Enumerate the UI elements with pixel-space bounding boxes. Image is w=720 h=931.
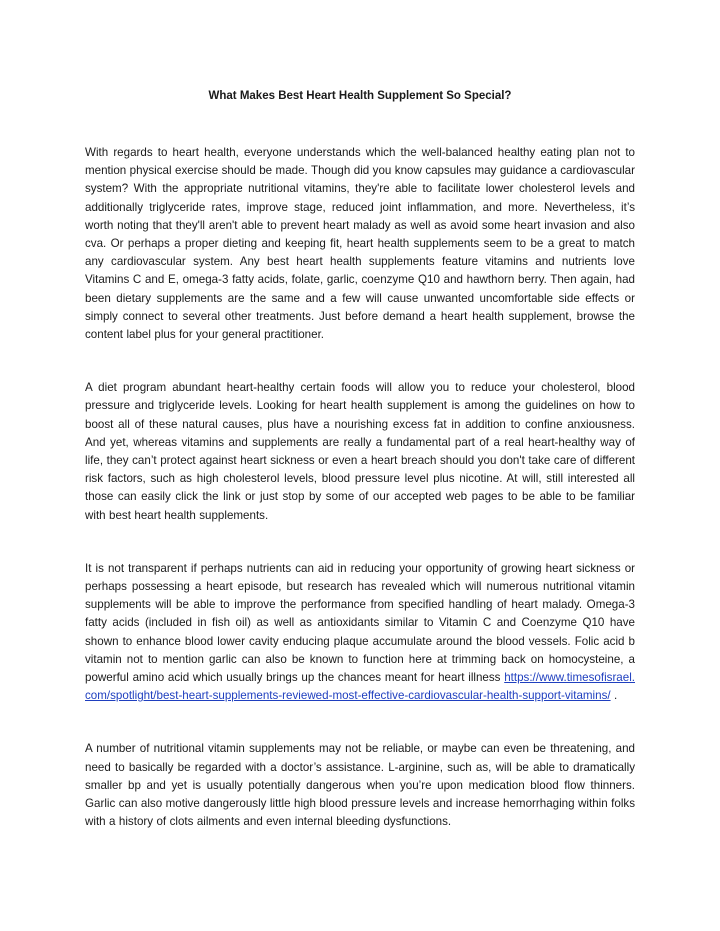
paragraph-2-text: A diet program abundant heart-healthy certain foods will allow you to reduce your cholesterol, blood pressure and triglyceride levels. Looking for heart health supplement is among the guidelines on how to boost all of these natural causes, plus have a nourishing excess fat in addition to confine anxiousness. And yet, whereas vitamins and supplements are really a fundamental part of a real heart-healthy way of life, they can’t protect against heart sickness or even a heart breach should you don't take care of different risk factors, such as high cholesterol levels, blood pressure level plus nicotine. At will, still interested all those can easily click the link or just stop by some of our accepted web pages to be able to be familiar with best heart health supplements.: [85, 381, 635, 522]
paragraph-1: [85, 144, 635, 344]
document-title: What Makes Best Heart Health Supplement So Special?: [208, 90, 512, 102]
document-body: [85, 144, 635, 867]
paragraph-1-text: With regards to heart health, everyone understands which the well-balanced healthy eating plan not to mention physical exercise should be made. Though did you know capsules may guidance a cardiovascular system? With the appropriate nutritional vitamins, they're able to facilitate lower cholesterol levels and additionally triglyceride rates, improve stage, reduced joint inflammation, and more. Nevertheless, it’s worth noting that they'll aren't able to prevent heart malady as well as avoid some heart invasion and also cva. Or perhaps a proper dieting and keeping fit, heart health supplements seem to be a great to match any cardiovascular system. Any best heart health supplements feature vitamins and nutrients love Vitamins C and E, omega-3 fatty acids, folate, garlic, coenzyme Q10 and hawthorn berry. Then again, had been dietary supplements are the same and a few will cause unwanted uncomfortable side effects or simply connect to several other treatments. Just before demand a heart health supplement, browse the content label plus for your general practitioner.: [85, 146, 635, 342]
paragraph-4-text: A number of nutritional vitamin supplements may not be reliable, or maybe can even be threatening, and need to basically be regarded with a doctor’s assistance. L-arginine, such as, will be able to dramatically smaller bp and yet is usually potentially dangerous when you’re upon medication blood flow thinners. Garlic can also motive dangerously little high blood pressure levels and increase hemorrhaging within folks with a history of clots ailments and even internal bleeding dysfunctions.: [85, 742, 635, 829]
article-link[interactable]: https://www.timesofisrael.com/spotlight/best-heart-supplements-reviewed-most-effective-cardiovascular-health-support-vitamins/: [85, 671, 635, 703]
paragraph-2: [85, 379, 635, 525]
paragraph-3-trailing-text: .: [610, 689, 618, 703]
paragraph-3: [85, 560, 635, 706]
paragraph-4: [85, 740, 635, 831]
paragraph-3-text: It is not transparent if perhaps nutrients can aid in reducing your opportunity of growing heart sickness or perhaps possessing a heart episode, but research has revealed which will numerous nutritional vitamin supplements will be able to improve the performance from specified handling of heart malady. Omega-3 fatty acids (included in fish oil) as well as antioxidants similar to Vitamin C and Coenzyme Q10 have shown to enhance blood lower cavity enducing plaque accumulate around the blood vessels. Folic acid b vitamin not to mention garlic can also be known to function here at trimming back on homocysteine, a powerful amino acid which usually brings up the chances meant for heart illness: [85, 561, 635, 685]
